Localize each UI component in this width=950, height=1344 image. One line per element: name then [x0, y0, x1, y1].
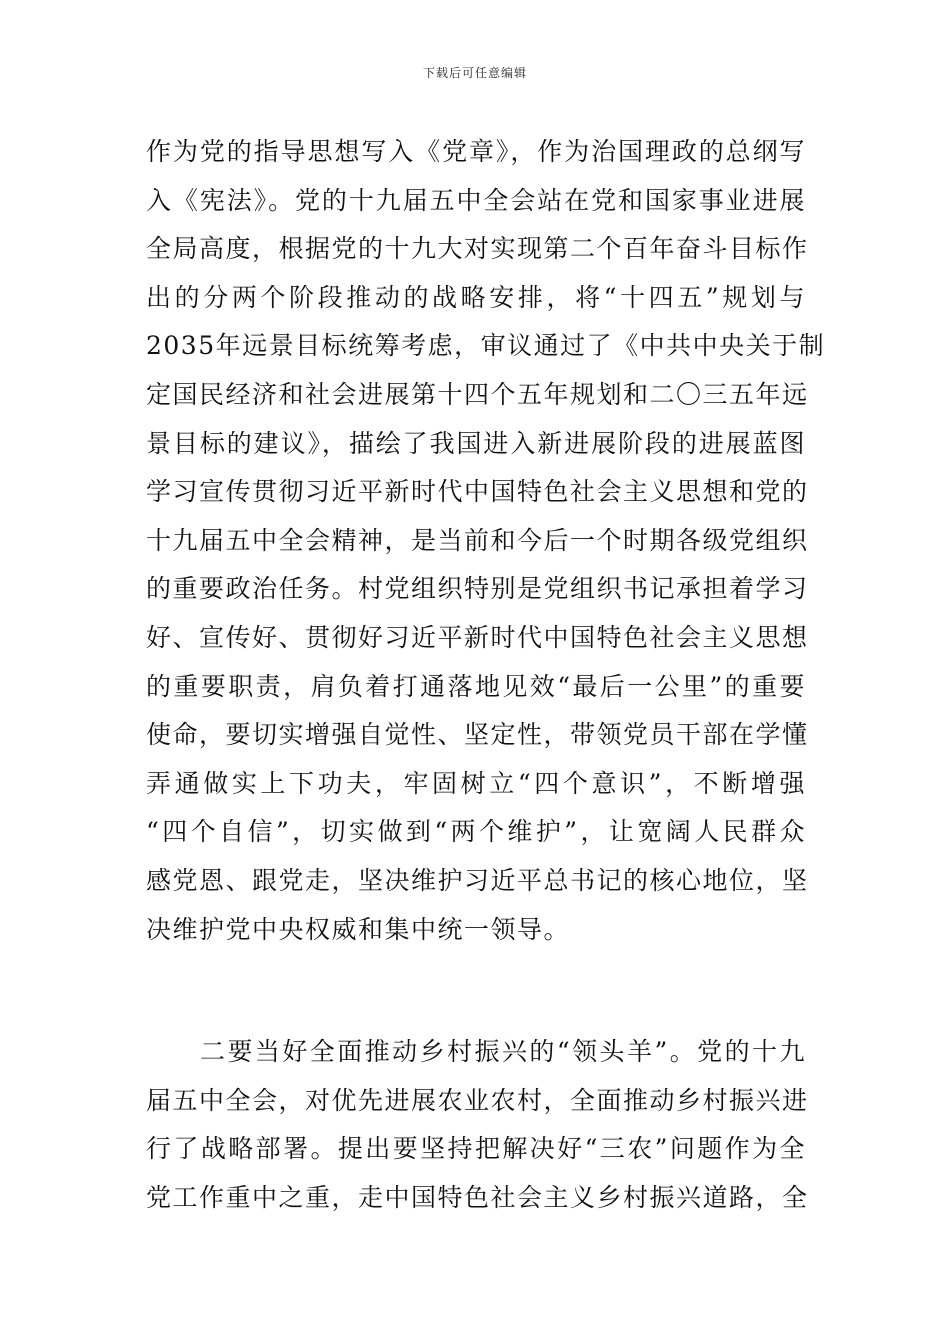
- text-line: 入《宪法》。党的十九届五中全会站在党和国家事业进展: [146, 185, 806, 215]
- text-line: 学习宣传贯彻习近平新时代中国特色社会主义思想和党的: [146, 477, 809, 507]
- text-line: 党工作重中之重，走中国特色社会主义乡村振兴道路，全: [146, 1182, 809, 1212]
- text-line: 景目标的建议》，描绘了我国进入新进展阶段的进展蓝图: [146, 428, 806, 458]
- text-line: 届五中全会，对优先进展农业农村，全面推动乡村振兴进: [146, 1085, 809, 1115]
- text-line: 使命，要切实增强自觉性、坚定性，带领党员干部在学懂: [146, 720, 809, 750]
- text-line: 的重要政治任务。村党组织特别是党组织书记承担着学习: [146, 574, 809, 604]
- text-line: 全局高度，根据党的十九大对实现第二个百年奋斗目标作: [146, 234, 809, 264]
- text-line: 定国民经济和社会进展第十四个五年规划和二〇三五年远: [146, 379, 809, 409]
- text-line: “四个自信”，切实做到“两个维护”，让宽阔人民群众: [146, 817, 806, 847]
- text-line: 决维护党中央权威和集中统一领导。: [146, 914, 571, 944]
- paragraph-2: [146, 1028, 809, 1222]
- text-line: 弄通做实上下功夫，牢固树立“四个意识”，不断增强: [146, 768, 806, 798]
- text-line: 行了战略部署。提出要坚持把解决好“三农”问题作为全: [146, 1134, 806, 1164]
- text-line: 好、宣传好、贯彻好习近平新时代中国特色社会主义思想: [146, 622, 809, 652]
- page-header: 下载后可任意编辑: [422, 66, 527, 80]
- text-line: 感党恩、跟党走，坚决维护习近平总书记的核心地位，坚: [146, 865, 809, 895]
- text-line: 出的分两个阶段推动的战略安排，将“十四五”规划与: [146, 282, 806, 312]
- text-line: 作为党的指导思想写入《党章》，作为治国理政的总纲写: [146, 137, 806, 166]
- text-line: 的重要职责，肩负着打通落地见效“最后一公里”的重要: [146, 671, 806, 701]
- text-line: 十九届五中全会精神，是当前和今后一个时期各级党组织: [146, 525, 809, 555]
- paragraph-1: [146, 128, 826, 954]
- text-line: 2035年远景目标统筹考虑，审议通过了《中共中央关于制: [146, 331, 826, 361]
- text-line: 二要当好全面推动乡村振兴的“领头羊”。党的十九: [200, 1037, 806, 1066]
